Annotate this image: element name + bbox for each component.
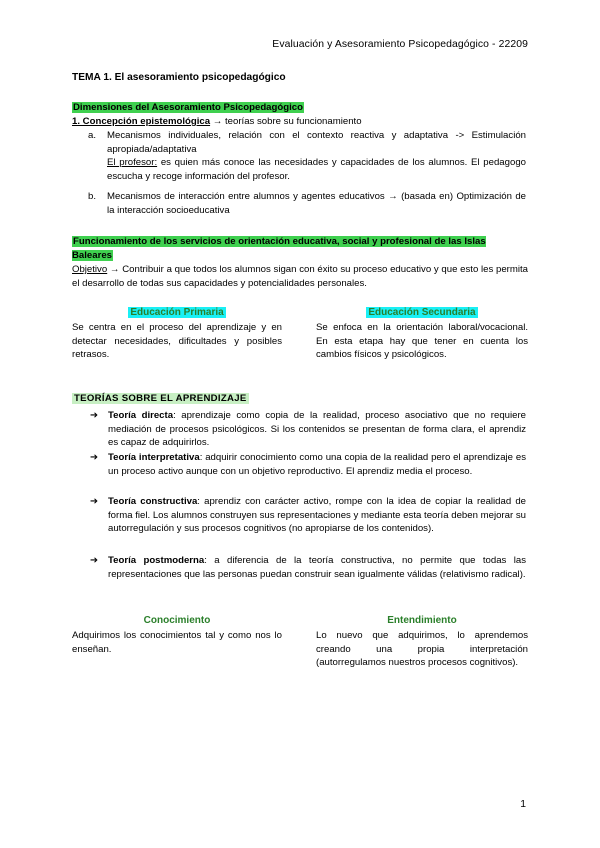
- primary-text: Se centra en el proceso del aprendizaje y en detectar necesidades, dificultades y posibles retrasos.: [72, 322, 282, 361]
- list-item-a: [88, 129, 526, 183]
- arrow-icon: ➔: [90, 496, 99, 507]
- arrow-icon: ➔: [90, 452, 99, 463]
- arrow-icon: ➔: [90, 555, 99, 566]
- theory-text: : aprendiz con carácter activo, rompe con la idea de copiar la realidad de forma fiel. Los alumnos construyen sus representaciones y mediante esta teoría deben mejorar su autorregulación y sus procesos cognitivos (no apropiarse de los contenidos).: [108, 496, 527, 535]
- section2-heading-text: Funcionamiento de los servicios de orientación educativa, social y profesional de las Islas Baleares: [72, 236, 486, 261]
- page-header: Evaluación y Asesoramiento Psicopedagógico - 22209: [272, 39, 528, 50]
- theory-text: : adquirir conocimiento como una copia de la realidad pero el aprendizaje es un proceso activo aunque con un objetivo reproductivo. El aprendiz media el proceso.: [108, 452, 526, 477]
- list-marker-a: a.: [88, 130, 97, 141]
- theory-name: Teoría interpretativa: [108, 452, 200, 463]
- theory-name: Teoría directa: [108, 410, 174, 421]
- page-title: TEMA 1. El asesoramiento psicopedagógico: [72, 72, 286, 83]
- section3-heading-text: TEORÍAS SOBRE EL APRENDIZAJE: [74, 393, 247, 404]
- primary-heading: [72, 306, 282, 320]
- secondary-text: Se enfoca en la orientación laboral/vocacional. En esta etapa hay que tener en cuenta los cambios físicos y psicológicos.: [316, 322, 528, 361]
- section2-heading: [72, 235, 528, 262]
- list-item-a-note: [107, 156, 526, 183]
- primary-heading-text: Educación Primaria: [130, 307, 224, 318]
- section1-heading: [72, 101, 304, 115]
- theory-item: [90, 554, 526, 581]
- section3-heading: [72, 392, 249, 406]
- arrow-icon: ➔: [90, 410, 99, 421]
- note-rest: es quien más conoce las necesidades y capacidades de los alumnos. El pedagogo escucha y recoge información del profesor.: [107, 157, 526, 182]
- list-marker-b: b.: [88, 191, 97, 202]
- section2-objective: [72, 263, 528, 290]
- list-item-a-text: Mecanismos individuales, relación con el contexto reactiva y adaptativa -> Estimulación apropiada/adaptativa: [107, 130, 526, 155]
- list-item-b: [88, 190, 526, 217]
- section1-sub-label: 1. Concepción epistemológica: [72, 116, 211, 127]
- section1-heading-text: Dimensiones del Asesoramiento Psicopedagógico: [73, 102, 303, 113]
- page-number: 1: [520, 799, 526, 810]
- theory-item: [90, 409, 526, 450]
- understanding-text: Lo nuevo que adquirimos, lo aprendemos creando una propia interpretación (autorregulamos nuestros procesos cognitivos).: [316, 630, 528, 669]
- knowledge-heading: Conocimiento: [143, 615, 211, 626]
- theory-name: Teoría constructiva: [108, 496, 198, 507]
- secondary-heading: [316, 306, 528, 320]
- theory-name: Teoría postmoderna: [108, 555, 205, 566]
- theory-item: [90, 495, 526, 536]
- secondary-heading-text: Educación Secundaria: [368, 307, 476, 318]
- note-label: El profesor:: [107, 157, 158, 169]
- knowledge-text: Adquirimos los conocimientos tal y como nos lo enseñan.: [72, 630, 282, 655]
- section1-sub-rest: → teorías sobre su funcionamiento: [210, 116, 362, 127]
- objective-rest: → Contribuir a que todos los alumnos sigan con éxito su proceso educativo y que esto les permita el desarrollo de todas sus capacidades y potencialidades personales.: [72, 264, 528, 289]
- list-item-b-text: Mecanismos de interacción entre alumnos y agentes educativos → (basada en) Optimización de la interacción socioeducativa: [107, 191, 526, 216]
- section1-subheading: [72, 115, 528, 129]
- theory-text: : aprendizaje como copia de la realidad, proceso asociativo que no requiere mediación de procesos psicológicos. Si los contenidos se presentan de forma clara, el aprendiz es capaz de adquirirlos.: [108, 410, 526, 449]
- understanding-heading: Entendimiento: [387, 615, 457, 626]
- theory-text: : a diferencia de la teoría constructiva, no permite que todas las representaciones que las personas puedan construir sean igualmente válidas (relativismo radical).: [108, 555, 526, 580]
- objective-label: Objetivo: [72, 264, 108, 275]
- theory-item: [90, 451, 526, 478]
